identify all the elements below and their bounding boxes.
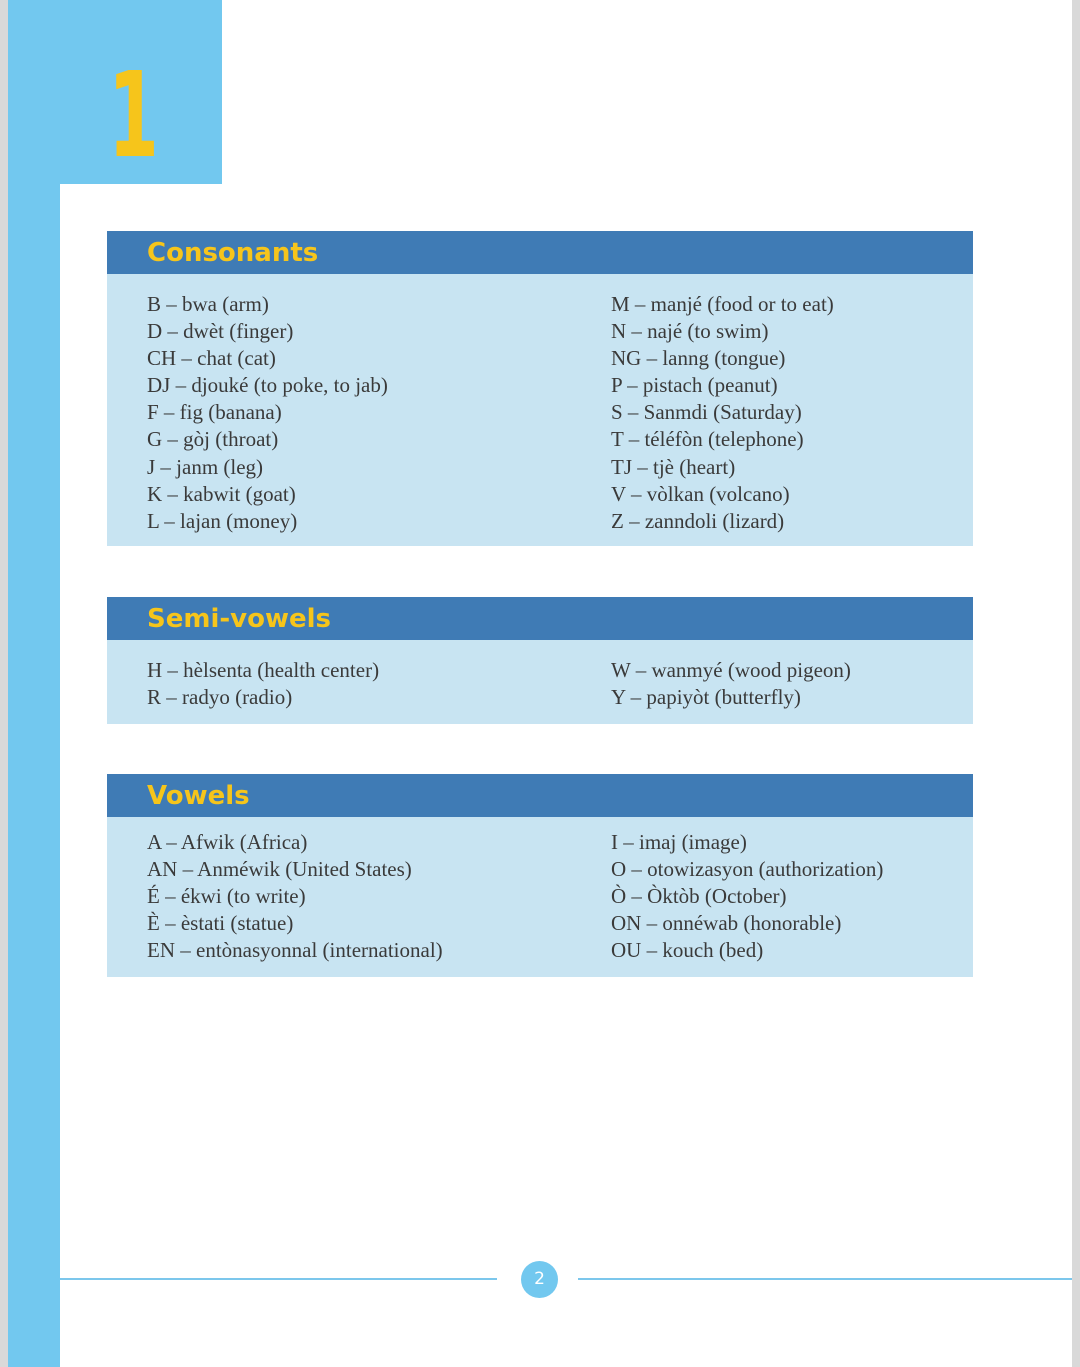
section-vowels [107,774,973,977]
list-item: H – hèlsenta (health center) [147,658,380,682]
list-item: W – wanmyé (wood pigeon) [611,658,851,682]
column-left [147,657,379,711]
list-item: P – pistach (peanut) [611,373,778,398]
list-item: AN – Anméwik (United States) [147,857,412,882]
list-item: J – janm (leg) [147,454,264,479]
list-item: M – manjé (food or to eat) [611,292,834,316]
list-item: A – Afwik (Africa) [147,830,308,854]
list-item: D – dwèt (finger) [147,319,294,344]
list-item: NG – lanng (tongue) [611,346,786,371]
list-item: T – téléfòn (telephone) [611,427,804,452]
list-item: OU – kouch (bed) [611,938,764,963]
section-title: Vowels [107,774,973,817]
section-consonants [107,231,973,546]
list-item: CH – chat (cat) [147,346,276,371]
list-item: N – najé (to swim) [611,319,769,344]
side-stripe [8,0,60,1367]
list-item: G – gòj (throat) [147,427,279,452]
list-item: È – èstati (statue) [147,911,294,936]
page-edge-right [1072,0,1080,1367]
list-item: L – lajan (money) [147,508,298,533]
section-title: Semi-vowels [107,597,973,640]
column-right [611,291,834,535]
page-edge-left [0,0,8,1367]
list-item: Ò – Òktòb (October) [611,884,787,909]
column-left [147,291,388,535]
list-item: K – kabwit (goat) [147,481,296,506]
section-semi-vowels [107,597,973,724]
section-title: Consonants [107,231,973,274]
chapter-number: 1 [108,46,159,184]
list-item: TJ – tjè (heart) [611,454,736,479]
list-item: EN – entònasyonnal (international) [147,938,443,963]
list-item: Z – zanndoli (lizard) [611,508,785,533]
column-left [147,829,443,964]
list-item: V – vòlkan (volcano) [611,481,790,506]
list-item: O – otowizasyon (authorization) [611,857,884,882]
footer-divider-left [60,1278,497,1280]
list-item: R – radyo (radio) [147,685,293,710]
list-item: F – fig (banana) [147,400,282,425]
page-number-badge: 2 [521,1261,558,1298]
footer-divider-right [578,1278,1072,1280]
column-right [611,829,883,964]
list-item: DJ – djouké (to poke, to jab) [147,373,388,398]
column-right [611,657,851,711]
list-item: I – imaj (image) [611,830,747,854]
list-item: É – ékwi (to write) [147,884,306,909]
list-item: S – Sanmdi (Saturday) [611,400,802,425]
list-item: ON – onnéwab (honorable) [611,911,842,936]
list-item: Y – papiyòt (butterfly) [611,685,801,710]
list-item: B – bwa (arm) [147,292,269,316]
